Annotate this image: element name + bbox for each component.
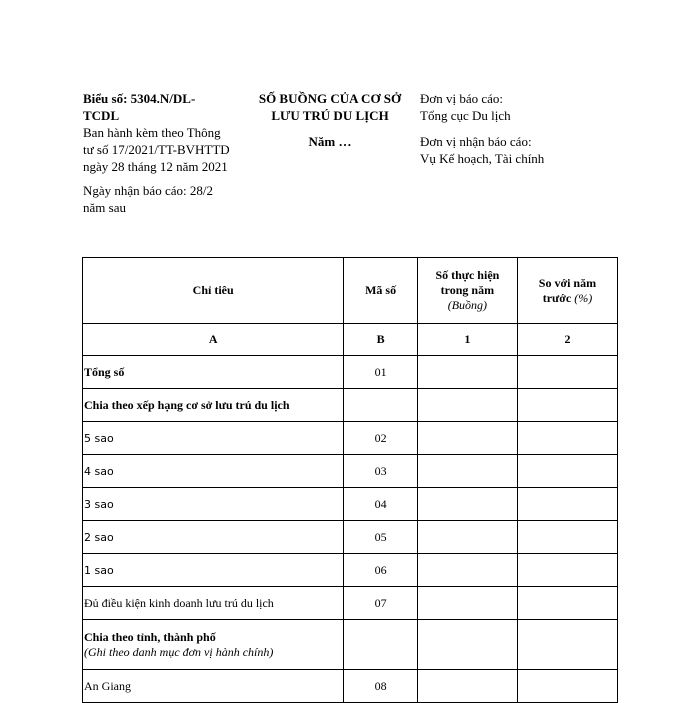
issued-line2: tư số 17/2021/TT-BVHTTD: [83, 142, 230, 157]
value-cell[interactable]: [417, 422, 517, 455]
receiving-unit-label: Đơn vị nhận báo cáo:: [420, 134, 532, 149]
percent-cell[interactable]: [517, 587, 617, 620]
value-cell[interactable]: [417, 521, 517, 554]
row-code: 06: [344, 554, 418, 587]
row-code: 04: [344, 488, 418, 521]
report-year: Năm …: [308, 134, 352, 149]
index-cell: B: [344, 324, 418, 356]
value-cell[interactable]: [417, 455, 517, 488]
issued-line1: Ban hành kèm theo Thông: [83, 125, 221, 140]
percent-cell[interactable]: [517, 422, 617, 455]
row-code: 05: [344, 521, 418, 554]
percent-cell[interactable]: [517, 488, 617, 521]
report-table: [82, 257, 618, 703]
table-row: [83, 620, 618, 670]
percent-cell[interactable]: [517, 554, 617, 587]
report-title-line2: LƯU TRÚ DU LỊCH: [271, 108, 389, 123]
value-cell[interactable]: [417, 488, 517, 521]
reporting-unit-value: Tổng cục Du lịch: [420, 108, 511, 123]
table-row: [83, 389, 618, 422]
row-label: Chia theo tỉnh, thành phố: [84, 629, 216, 644]
report-title-line1: SỐ BUỒNG CỦA CƠ SỞ: [258, 91, 402, 106]
table-row: [83, 488, 618, 521]
row-label-group: [83, 620, 344, 670]
table-row: [83, 422, 618, 455]
header-so-thuc-hien-line1: Số thực hiện: [435, 268, 500, 282]
table-row: [83, 356, 618, 389]
row-label: Chia theo xếp hạng cơ sở lưu trú du lịch: [83, 389, 344, 422]
percent-cell[interactable]: [517, 521, 617, 554]
row-label: 5 sao: [83, 422, 344, 455]
row-code: [344, 620, 418, 670]
row-code: 08: [344, 670, 418, 703]
form-info-block: [83, 90, 253, 216]
percent-cell[interactable]: [517, 356, 617, 389]
header-so-thuc-hien-unit: (Buồng): [447, 298, 488, 312]
table-row: [83, 521, 618, 554]
value-cell[interactable]: [417, 620, 517, 670]
header-so-voi-line1: So với năm: [538, 275, 597, 290]
row-label: An Giang: [83, 670, 344, 703]
header-ma-so: Mã số: [344, 258, 418, 324]
receiving-unit-value: Vụ Kế hoạch, Tài chính: [420, 151, 545, 166]
row-code: 03: [344, 455, 418, 488]
receive-line1: Ngày nhận báo cáo: 28/2: [83, 183, 213, 198]
row-label: 4 sao: [83, 455, 344, 488]
form-code: [83, 90, 253, 124]
row-label: 3 sao: [83, 488, 344, 521]
header-so-voi-unit: (%): [574, 290, 593, 305]
index-cell: 1: [417, 324, 517, 356]
header-so-voi-line2-text: trước: [542, 290, 572, 305]
header-so-voi-nam-truoc: [517, 258, 617, 324]
row-sublabel: (Ghi theo danh mục đơn vị hành chính): [84, 644, 274, 659]
header-chi-tieu: Chỉ tiêu: [83, 258, 344, 324]
percent-cell[interactable]: [517, 389, 617, 422]
table-row: [83, 455, 618, 488]
issued-line3: ngày 28 tháng 12 năm 2021: [83, 159, 228, 174]
value-cell[interactable]: [417, 670, 517, 703]
receive-line2: năm sau: [83, 200, 126, 215]
table-row: [83, 554, 618, 587]
issued-info: [83, 124, 253, 175]
row-code: [344, 389, 418, 422]
table-row: [83, 587, 618, 620]
value-cell[interactable]: [417, 587, 517, 620]
row-label: 2 sao: [83, 521, 344, 554]
report-title-block: [247, 90, 413, 150]
value-cell[interactable]: [417, 389, 517, 422]
header-so-thuc-hien-line2: trong năm: [440, 283, 495, 297]
row-label: Đủ điều kiện kinh doanh lưu trú du lịch: [83, 587, 344, 620]
table-header-row: [83, 258, 618, 324]
table-row: [83, 670, 618, 703]
percent-cell[interactable]: [517, 620, 617, 670]
form-code-line2: TCDL: [83, 108, 120, 123]
header-so-voi-line2: [520, 291, 615, 306]
value-cell[interactable]: [417, 554, 517, 587]
row-label: Tổng số: [83, 356, 344, 389]
unit-info-block: [420, 90, 620, 167]
header-so-thuc-hien: [417, 258, 517, 324]
row-code: 02: [344, 422, 418, 455]
reporting-unit-label: Đơn vị báo cáo:: [420, 91, 504, 106]
index-cell: A: [83, 324, 344, 356]
percent-cell[interactable]: [517, 455, 617, 488]
percent-cell[interactable]: [517, 670, 617, 703]
receive-date-info: [83, 182, 253, 216]
row-code: 07: [344, 587, 418, 620]
row-label: 1 sao: [83, 554, 344, 587]
index-cell: 2: [517, 324, 617, 356]
column-index-row: [83, 324, 618, 356]
value-cell[interactable]: [417, 356, 517, 389]
form-code-line1: Biểu số: 5304.N/DL-: [83, 91, 196, 106]
row-code: 01: [344, 356, 418, 389]
